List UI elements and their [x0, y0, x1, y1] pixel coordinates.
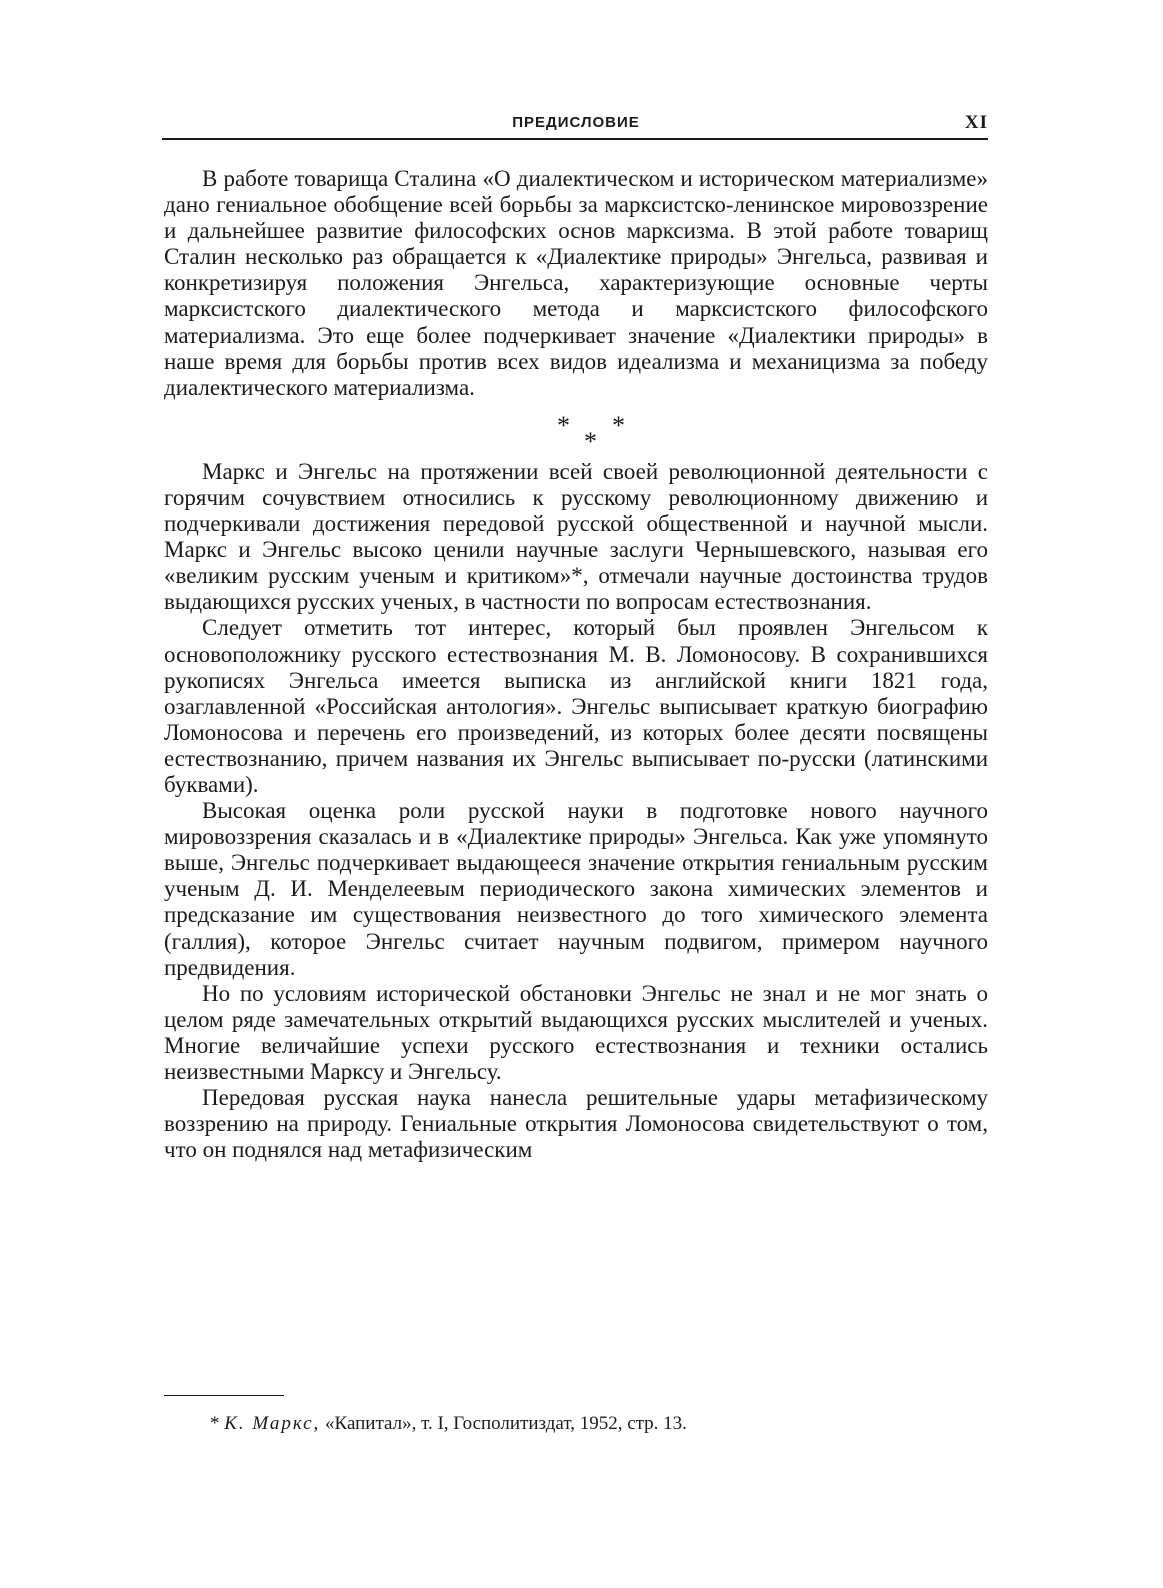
- page-number: XI: [964, 112, 988, 133]
- page-header: [164, 110, 988, 140]
- footnote-author: К. Маркс,: [224, 1413, 321, 1434]
- header-rule: [162, 138, 988, 140]
- paragraph-1: В работе товарища Сталина «О диалектическом и историческом материализме» дано гениальное обобщение всей борьбы за марксистско-ленинское мировоззрение и дальнейшее развитие философских основ марксизма. В этой работе товарищ Сталин несколько раз обращается к «Диалектике природы» Энгельса, развивая и конкретизируя положения Энгельса, характеризующие основные черты марксистского диалектического метода и марксистского философского материализма. Это еще более подчеркивает значение «Диалектики природы» в наше время для борьбы против всех видов идеализма и механицизма за победу диалектического материализма.: [164, 166, 988, 400]
- footnote-rule: [164, 1395, 284, 1396]
- asterism-star-bottom: *: [584, 426, 597, 456]
- footnote-marker: *: [210, 1413, 220, 1434]
- footnote-text: «Капитал», т. I, Госполитиздат, 1952, стр. 13.: [325, 1413, 687, 1434]
- paragraph-2: Маркс и Энгельс на протяжении всей своей революционной деятельности с горячим сочувствием относились к русскому революционному движению и подчеркивали достижения передовой русской общественной и научной мысли. Маркс и Энгельс высоко ценили научные заслуги Чернышевского, называя его «великим русским ученым и критиком»*, отмечали научные достоинства трудов выдающихся русских ученых, в частности по вопросам естествознания.: [164, 458, 988, 615]
- running-title: ПРЕДИСЛОВИЕ: [512, 114, 640, 131]
- footnote: [210, 1412, 970, 1436]
- main-text: [164, 166, 988, 1163]
- asterism-star-left: *: [557, 410, 570, 440]
- paragraph-5: Но по условиям исторической обстановки Энгельс не знал и не мог знать о целом ряде замечательных открытий выдающихся русских мыслителей и ученых. Многие величайшие успехи русского естествознания и техники остались неизвестными Марксу и Энгельсу.: [164, 980, 988, 1084]
- paragraph-4: Высокая оценка роли русской науки в подготовке нового научного мировоззрения сказалась и в «Диалектике природы» Энгельса. Как уже упомянуто выше, Энгельс подчеркивает выдающееся значение открытия гениальным русским ученым Д. И. Менделеевым периодического закона химических элементов и предсказание им существования неизвестного до того химического элемента (галлия), которое Энгельс считает научным подвигом, примером научного предвидения.: [164, 798, 988, 980]
- asterism-star-right: *: [612, 410, 625, 440]
- paragraph-6: Передовая русская наука нанесла решительные удары метафизическому воззрению на природу. Гениальные открытия Ломоносова свидетельствуют о том, что он поднялся над метафизическим: [164, 1085, 988, 1163]
- paragraph-3: Следует отметить тот интерес, который был проявлен Энгельсом к основоположнику русского естествознания М. В. Ломоносову. В сохранившихся рукописях Энгельса имеется выписка из английской книги 1821 года, озаглавленной «Российская антология». Энгельс выписывает краткую биографию Ломоносова и перечень его произведений, из которых более десяти посвящены естествознанию, причем названия их Энгельс выписывает по-русски (латинскими буквами).: [164, 615, 988, 797]
- asterism-divider: [164, 405, 988, 459]
